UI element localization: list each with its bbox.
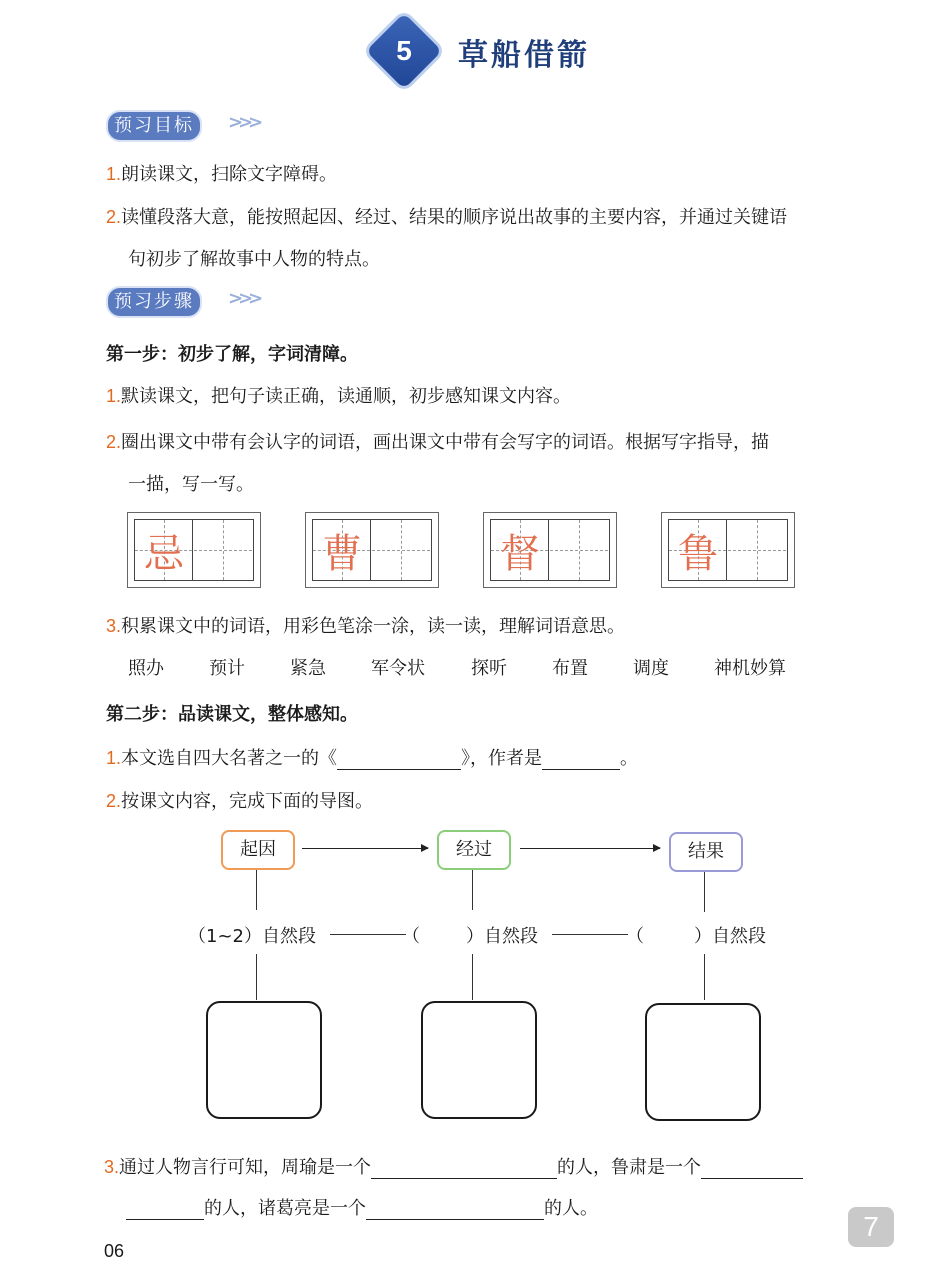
page-title: 草船借箭 — [458, 38, 590, 73]
zhouyu-blank[interactable] — [371, 1160, 557, 1179]
answer-box-cause[interactable] — [206, 1001, 322, 1119]
step2-question-3: 3.通过人物言行可知，周瑜是一个 的人，鲁肃是一个 — [104, 1153, 803, 1179]
writing-grid[interactable] — [305, 512, 439, 588]
lusu-blank-cont[interactable] — [126, 1201, 204, 1220]
connector-line — [256, 870, 257, 910]
vocab-word[interactable]: 探听 — [471, 658, 507, 679]
answer-box-process[interactable] — [421, 1001, 537, 1119]
chevrons-icon: >>> — [228, 288, 259, 309]
connector-line — [704, 872, 705, 912]
section-heading-preview-goals: 预习目标 — [106, 110, 202, 142]
step2-question-2: 2.按课文内容，完成下面的导图。 — [106, 791, 374, 812]
node-result: 结果 — [669, 832, 743, 872]
zhugeliang-blank[interactable] — [366, 1201, 544, 1220]
vocab-word[interactable]: 布置 — [552, 658, 588, 679]
practice-character: 曹 — [322, 530, 362, 577]
lusu-blank[interactable] — [701, 1160, 803, 1179]
vocab-word[interactable]: 紧急 — [290, 658, 326, 679]
connector-line — [472, 870, 473, 910]
writing-grid[interactable] — [661, 512, 795, 588]
writing-grid[interactable] — [483, 512, 617, 588]
corner-badge: 7 — [848, 1207, 894, 1247]
step2-question-3-cont: 的人，诸葛亮是一个 的人。 — [126, 1194, 598, 1220]
lesson-number: 5 — [396, 35, 412, 66]
paragraph-range-2-open: （ — [402, 926, 420, 947]
step1-title: 第一步：初步了解，字词清障。 — [106, 344, 358, 365]
page-number: 06 — [104, 1241, 125, 1261]
practice-character: 鲁 — [678, 530, 718, 577]
paragraph-range-2-close: ）自然段 — [466, 926, 538, 947]
step2-title: 第二步：品读课文，整体感知。 — [106, 704, 358, 725]
connector-line — [704, 954, 705, 1000]
goal-item-1: 1.朗读课文，扫除文字障碍。 — [106, 164, 338, 185]
node-cause: 起因 — [221, 830, 295, 870]
goal-item-2-cont: 句初步了解故事中人物的特点。 — [128, 249, 380, 270]
paragraph-range-3-close: ）自然段 — [694, 926, 766, 947]
arrow-right-icon — [302, 848, 428, 849]
node-process: 经过 — [437, 830, 511, 870]
step1-item-1: 1.默读课文，把句子读正确，读通顺，初步感知课文内容。 — [106, 386, 572, 407]
connector-line — [472, 954, 473, 1000]
vocab-word[interactable]: 军令状 — [371, 658, 425, 679]
chevrons-icon: >>> — [228, 112, 259, 133]
book-title-blank[interactable] — [337, 751, 461, 770]
step1-item-3: 3.积累课文中的词语，用彩色笔涂一涂，读一读，理解词语意思。 — [106, 616, 626, 637]
writing-grid[interactable] — [127, 512, 261, 588]
paragraph-range-1: （1~2）自然段 — [188, 926, 316, 947]
connector-line — [256, 954, 257, 1000]
step1-item-2-cont: 一描，写一写。 — [128, 474, 254, 495]
vocab-word[interactable]: 预计 — [209, 658, 245, 679]
paragraph-range-3-open: （ — [626, 926, 644, 947]
vocab-word[interactable]: 照办 — [128, 658, 164, 679]
connector-line — [552, 934, 628, 935]
practice-character: 督 — [500, 530, 540, 577]
vocab-word[interactable]: 调度 — [633, 658, 669, 679]
connector-line — [330, 934, 406, 935]
step2-question-1: 1.本文选自四大名著之一的《 》，作者是 。 — [106, 748, 639, 769]
practice-character: 忌 — [144, 530, 184, 577]
goal-item-2: 2.读懂段落大意，能按照起因、经过、结果的顺序说出故事的主要内容，并通过关键语 — [106, 207, 788, 228]
step1-item-2: 2.圈出课文中带有会认字的词语，画出课文中带有会写字的词语。根据写字指导，描 — [106, 432, 770, 453]
answer-box-result[interactable] — [645, 1003, 761, 1121]
author-blank[interactable] — [542, 751, 620, 770]
section-heading-preview-steps: 预习步骤 — [106, 286, 202, 318]
arrow-right-icon — [520, 848, 660, 849]
vocab-word[interactable]: 神机妙算 — [714, 658, 786, 679]
